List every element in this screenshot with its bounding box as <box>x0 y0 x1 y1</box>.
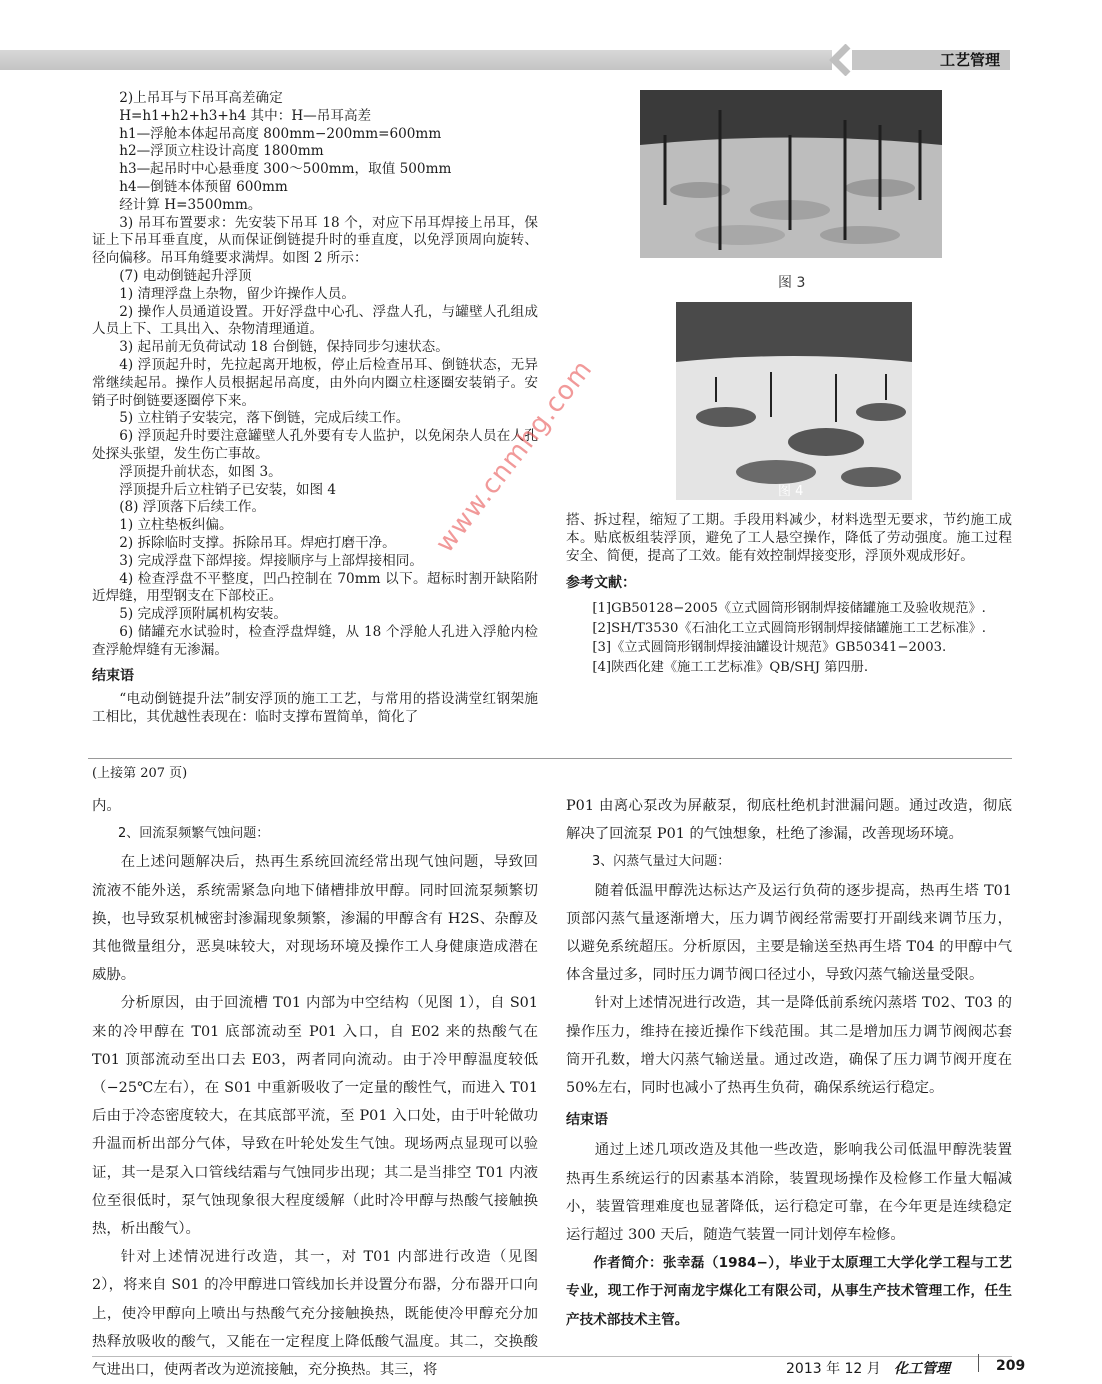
paragraph: 5) 完成浮顶附属机构安装。 <box>119 606 287 623</box>
header-band <box>0 50 832 70</box>
paragraph: 浮顶提升前状态，如图 3。 <box>119 463 282 480</box>
subheading: 2、回流泵频繁气蚀问题： <box>118 826 270 842</box>
text-line: h3—起吊时中心悬垂度 300～500mm，取值 500mm <box>119 161 452 178</box>
text-line: h4—倒链本体预留 600mm <box>119 178 288 195</box>
lower-left-column <box>92 792 538 1384</box>
divider <box>88 758 1012 759</box>
paragraph: 分析原因，由于回流槽 T01 内部为中空结构（见图 1），自 S01 来的冷甲醇在 T01 底部流动至 P01 入口，自 E02 来的热酸气在 T01 顶部流动至出口去 E03，两者同向流动。由于冷甲醇温度较低（−25℃左右），在 S01 中重新吸收了一定量的酸性气，而进入 T01 后由于冷态密度较大，在其底部平流，至 P01 入口处，由于叶轮做功升温而析出部分气体，导致在叶轮处发生气蚀。现场两点显现可以验证，其一是泵入口管线结霜与气蚀同步出现；其二是当排空 T01 内液位至很低时，泵气蚀现象很大程度缓解（此时冷甲醇与热酸气接触换热，析出酸气）。 <box>92 995 538 1238</box>
page-number: 209 <box>996 1358 1026 1374</box>
footer-separator <box>978 1354 979 1372</box>
paragraph: 4) 检查浮盘不平整度，凹凸控制在 70mm 以下。超标时割开缺陷附近焊缝，用型钢支在下部校正。 <box>92 570 538 605</box>
paragraph: 通过上述几项改造及其他一些改造，影响我公司低温甲醇洗装置热再生系统运行的因素基本消除，装置现场操作及检修工作量大幅减小，装置管理难度也显著降低，运行稳定可靠，在今年更是连续稳定运行超过 300 天后，随造气装置一同计划停车检修。 <box>566 1142 1012 1244</box>
paragraph: 随着低温甲醇洗达标达产及运行负荷的逐步提高，热再生塔 T01 顶部闪蒸气量逐渐增大，压力调节阀经常需要打开副线来调节压力，以避免系统超压。分析原因，主要是输送至热再生塔 T04 的甲醇中气体含量过多，同时压力调节阀口径过小，导致闪蒸气输送量受限。 <box>566 882 1012 984</box>
subheading: (8) 浮顶落下后续工作。 <box>119 499 266 516</box>
paragraph: 3) 吊耳布置要求：先安装下吊耳 18 个，对应下吊耳焊接上吊耳，保证上下吊耳垂直度，从而保证倒链提升时的垂直度，以免浮顶周向旋转、径向偏移。吊耳角缝要求满焊。如图 2 所示： <box>92 214 538 267</box>
section-heading: 结束语 <box>566 1112 608 1129</box>
upper-right-column <box>566 512 1012 677</box>
paragraph: 针对上述情况进行改造，其一是降低前系统闪蒸塔 T02、T03 的操作压力，维持在接近操作下线范围。其二是增加压力调节阀阀芯套筒开孔数，增大闪蒸气输送量。通过改造，确保了压力调节阀开度在 50%左右，同时也减小了热再生负荷，确保系统运行稳定。 <box>566 995 1012 1097</box>
figure-3-caption: 图 3 <box>778 275 806 291</box>
paragraph: 浮顶提升后立柱销子已安装，如图 4 <box>119 481 337 498</box>
paragraph: 2) 拆除临时支撑。拆除吊耳。焊疤打磨干净。 <box>119 534 396 551</box>
figure-4-photo <box>676 302 912 500</box>
paragraph: 6) 浮顶起升时要注意罐壁人孔外要有专人监护，以免闲杂人员在人孔处探头张望，发生伤亡事故。 <box>92 428 538 462</box>
text-line: h1—浮舱本体起吊高度 800mm−200mm=600mm <box>119 125 442 142</box>
paragraph: 在上述问题解决后，热再生系统回流经常出现气蚀问题，导致回流液不能外送，系统需紧急向地下储槽排放甲醇。同时回流泵频繁切换，也导致泵机械密封渗漏现象频繁，渗漏的甲醇含有 H2S、杂醇及其他微量组分，恶臭味较大，对现场环境及操作工人身健康造成潜在威胁。 <box>92 854 538 984</box>
footer-divider <box>92 1356 1012 1357</box>
reference-item: [2]SH/T3530《石油化工立式圆筒形钢制焊接储罐施工工艺标准》. <box>592 620 986 636</box>
figure-3-photo <box>640 90 942 258</box>
author-bio: 作者简介：张幸磊（1984−），毕业于太原理工大学化学工程与工艺专业，现工作于河南龙宇煤化工有限公司，从事生产技术管理工作，任生产技术部技术主管。 <box>566 1255 1012 1328</box>
text-line: h2—浮顶立柱设计高度 1800mm <box>119 143 324 160</box>
figure-4-caption: 图 4 <box>778 484 804 499</box>
paragraph: 3) 完成浮盘下部焊接。焊接顺序与上部焊接相同。 <box>119 552 423 569</box>
footer-date: 2013 年 12 月 <box>786 1361 881 1377</box>
paragraph: 1) 立柱垫板纠偏。 <box>119 517 233 534</box>
paragraph: 1) 清理浮盘上杂物，留少许操作人员。 <box>119 285 355 302</box>
reference-item: [3]《立式圆筒形钢制焊接油罐设计规范》GB50341−2003. <box>592 640 947 656</box>
subheading: (7) 电动倒链起升浮顶 <box>119 267 252 284</box>
text-line: H=h1+h2+h3+h4 其中：H—吊耳高差 <box>119 107 372 124</box>
tank-floor-image <box>676 302 912 500</box>
lower-right-column <box>566 792 1012 1334</box>
paragraph: 3) 起吊前无负荷试动 18 台倒链，保持同步匀速状态。 <box>119 339 449 356</box>
paragraph: 搭、拆过程，缩短了工期。手段用料减少，材料选型无要求，节约施工成本。贴底板组装浮顶，避免了工人悬空操作，降低了劳动强度。施工过程安全、简便，提高了工效。能有效控制焊接变形，浮顶外观成形好。 <box>566 512 1012 564</box>
section-heading: 结束语 <box>92 667 134 684</box>
paragraph: 5) 立柱销子安装完，落下倒链，完成后续工作。 <box>119 410 410 427</box>
upper-left-column <box>92 90 538 727</box>
section-title: 工艺管理 <box>852 50 1010 70</box>
paragraph: 针对上述情况进行改造，其一，对 T01 内部进行改造（见图 2），将来自 S01 的冷甲醇进口管线加长并设置分布器，分布器开口向上，使冷甲醇向上喷出与热酸气充分接触换热，既能使冷甲醇充分加热释放吸收的酸气，又能在一定程度上降低酸气温度。其二，交换酸气进出口，使两者改为逆流接触，充分换热。其三，将 <box>92 1249 538 1379</box>
reference-item: [1]GB50128−2005《立式圆筒形钢制焊接储罐施工及验收规范》. <box>592 601 986 617</box>
text-line: 经计算 H=3500mm。 <box>119 196 262 213</box>
references-list <box>566 599 1012 677</box>
references-heading: 参考文献： <box>566 575 636 592</box>
paragraph: 4) 浮顶起升时，先拉起离开地板，停止后检查吊耳、倒链状态，无异常继续起吊。操作人员根据起吊高度，由外向内圈立柱逐圈安装销子。安销子时倒链要逐圈停下来。 <box>92 356 538 409</box>
subheading: 3、闪蒸气量过大问题： <box>592 854 731 870</box>
text-line: 2)上吊耳与下吊耳高差确定 <box>119 90 283 106</box>
paragraph: “电动倒链提升法”制安浮顶的施工工艺，与常用的搭设满堂红钢架施工相比，其优越性表现在：临时支撑布置简单，简化了 <box>92 691 538 726</box>
paragraph: 2) 操作人员通道设置。开好浮盘中心孔、浮盘人孔，与罐壁人孔组成人员上下、工具出入、杂物清理通道。 <box>92 303 538 338</box>
reference-item: [4]陕西化建《施工工艺标准》QB/SHJ 第四册. <box>592 659 869 675</box>
paragraph: P01 由离心泵改为屏蔽泵，彻底杜绝机封泄漏问题。通过改造，彻底解决了回流泵 P01 的气蚀想象，杜绝了渗漏，改善现场环境。 <box>566 798 1012 843</box>
watermark: www.cnmhg.com <box>430 354 599 559</box>
tank-floor-image <box>640 90 942 258</box>
paragraph: 内。 <box>92 798 121 814</box>
continued-from: (上接第 207 页) <box>92 766 188 781</box>
paragraph: 6) 储罐充水试验时，检查浮盘焊缝，从 18 个浮舱人孔进入浮舱内检查浮舱焊缝有无渗漏。 <box>92 623 538 658</box>
footer-journal: 化工管理 <box>894 1361 950 1377</box>
